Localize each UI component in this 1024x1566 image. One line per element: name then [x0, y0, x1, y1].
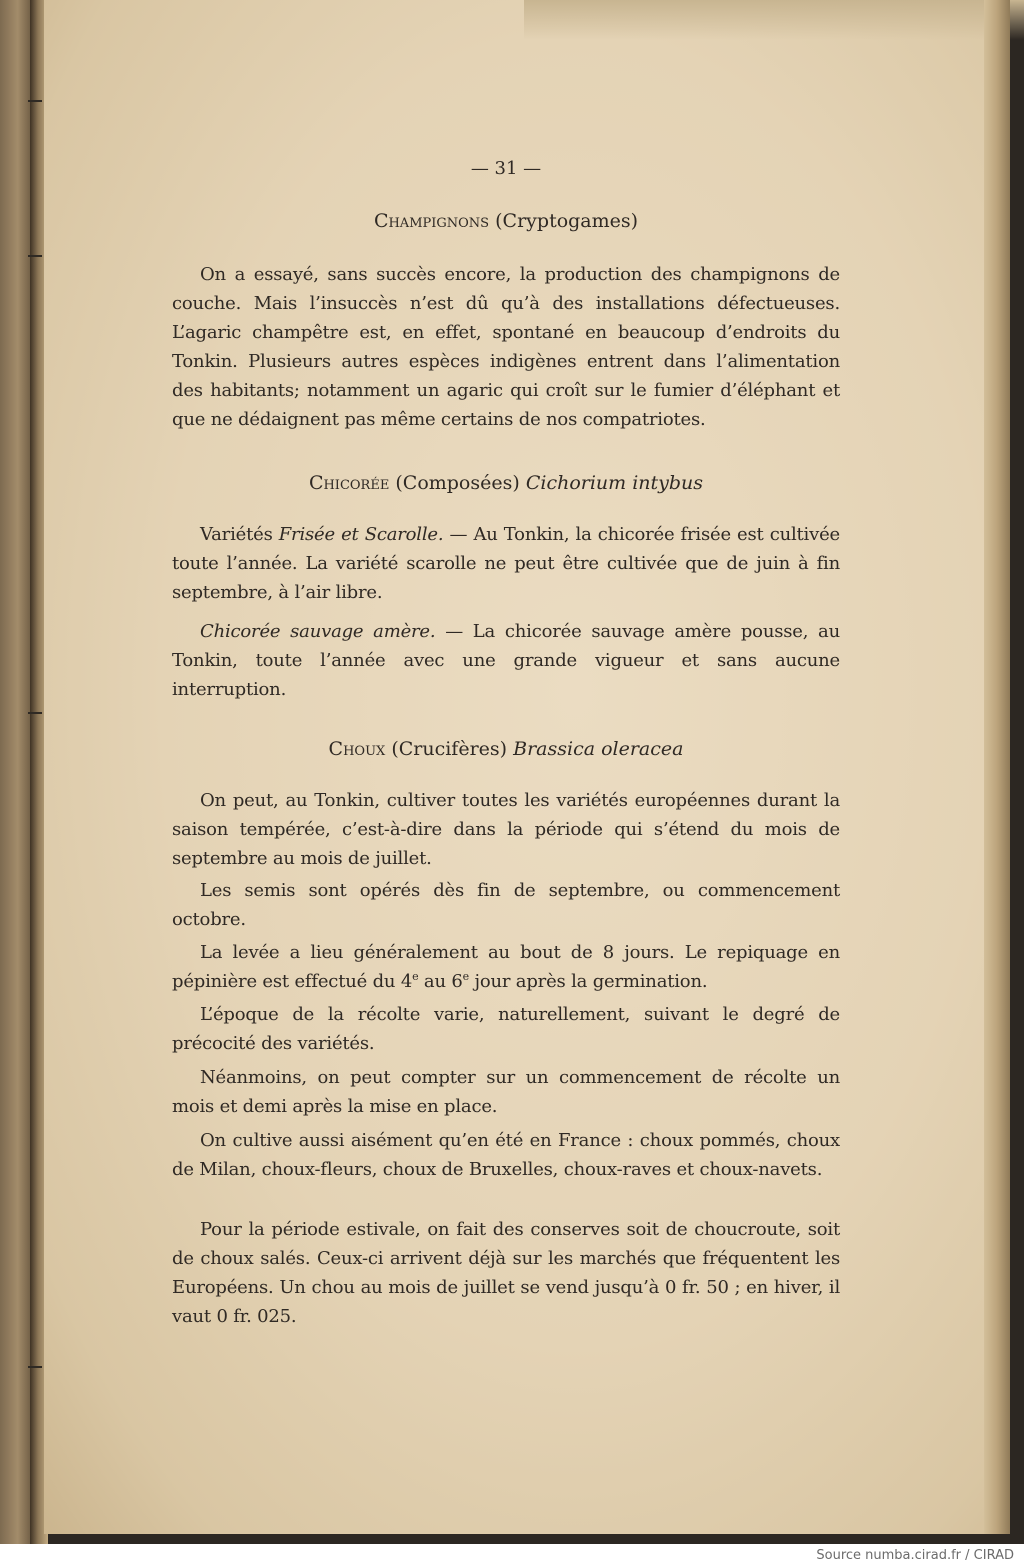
paragraph: [172, 1000, 840, 1058]
heading-latin: Brassica oleracea: [513, 738, 684, 760]
ordinal-suffix: e: [412, 970, 419, 983]
page-number: — 31 —: [470, 158, 542, 179]
paragraph-text: Néanmoins, on peut compter sur un commencement de récolte un mois et demi après la mise en place.: [172, 1067, 840, 1117]
paragraph-text: La levée a lieu généralement au bout de 8 jours. Le repiquage en pépinière est effectué du 4: [172, 942, 840, 992]
paragraph-lead: Chicorée sauvage amère.: [200, 621, 436, 642]
margin-mark: [28, 712, 42, 714]
heading-family: (Cryptogames): [489, 210, 639, 232]
margin-mark: [28, 1366, 42, 1368]
facing-page-edge: [0, 0, 32, 1544]
heading-title: Chicorée: [308, 472, 390, 494]
margin-mark: [28, 100, 42, 102]
paragraph: [172, 1215, 840, 1331]
heading-family: (Crucifères): [385, 738, 514, 760]
paragraph-text: On cultive aussi aisément qu’en été en France : choux pommés, choux de Milan, choux-fleurs, choux de Bruxelles, choux-raves et choux-navets.: [172, 1130, 840, 1180]
paragraph-text: jour après la germination.: [468, 971, 708, 992]
paragraph: [172, 1126, 840, 1184]
paragraph: [172, 1063, 840, 1121]
paragraph-text: Pour la période estivale, on fait des conserves soit de choucroute, soit de choux salés. Ceux-ci arrivent déjà sur les marchés que fréquentent les Européens. Un chou au mois de juillet se vend jusqu’à 0 fr. 50 ; en hiver, il vaut 0 fr. 025.: [172, 1219, 840, 1327]
paragraph: [172, 260, 840, 434]
paragraph: [172, 617, 840, 704]
paragraph: [172, 938, 840, 996]
source-credit: Source numba.cirad.fr / CIRAD: [816, 1548, 1014, 1563]
paragraph-pre: Variétés: [200, 524, 279, 545]
page-wear: [524, 0, 1024, 40]
paragraph: [172, 876, 840, 934]
heading-title: Champignons: [373, 210, 490, 232]
paragraph-text: On peut, au Tonkin, cultiver toutes les variétés européennes durant la saison tempérée, c’est-à-dire dans la période qui s’étend du mois de septembre au mois de juillet.: [172, 790, 840, 869]
margin-mark: [28, 255, 42, 257]
paragraph-text: On a essayé, sans succès encore, la production des champignons de couche. Mais l’insuccès n’est dû qu’à des installations défectueuses. L’agaric champêtre est, en effet, spontané en beaucoup d’endroits du Tonkin. Plusieurs autres espèces indigènes entrent dans l’alimentation des habitants; notamment un agaric qui croît sur le fumier d’éléphant et que ne dédaignent pas même certains de nos compatriotes.: [172, 264, 840, 430]
paragraph-text: — Au Tonkin, la chicorée frisée est cultivée toute l’année. La variété scarolle ne peut être cultivée que de juin à fin septembre, à l’air libre.: [172, 524, 840, 603]
paragraph-lead: Frisée et Scarolle.: [278, 524, 444, 545]
heading-title: Choux: [328, 738, 386, 760]
paragraph-text: Les semis sont opérés dès fin de septembre, ou commencement octobre.: [172, 880, 840, 930]
paragraph-text: L’époque de la récolte varie, naturellement, suivant le degré de précocité des variétés.: [172, 1004, 840, 1054]
paragraph: [172, 786, 840, 873]
heading-family: (Composées): [389, 472, 526, 494]
page-stack-edge: [984, 0, 1010, 1534]
section-heading-chicoree: [172, 472, 840, 494]
ordinal-suffix: e: [462, 970, 469, 983]
heading-latin: Cichorium intybus: [525, 472, 704, 494]
paragraph-text: au 6: [418, 971, 463, 992]
section-heading-choux: [172, 738, 840, 760]
section-heading-champignons: [172, 210, 840, 232]
paragraph: [172, 520, 840, 607]
paragraph-text: — La chicorée sauvage amère pousse, au Tonkin, toute l’année avec une grande vigueur et sans aucune interruption.: [172, 621, 840, 700]
